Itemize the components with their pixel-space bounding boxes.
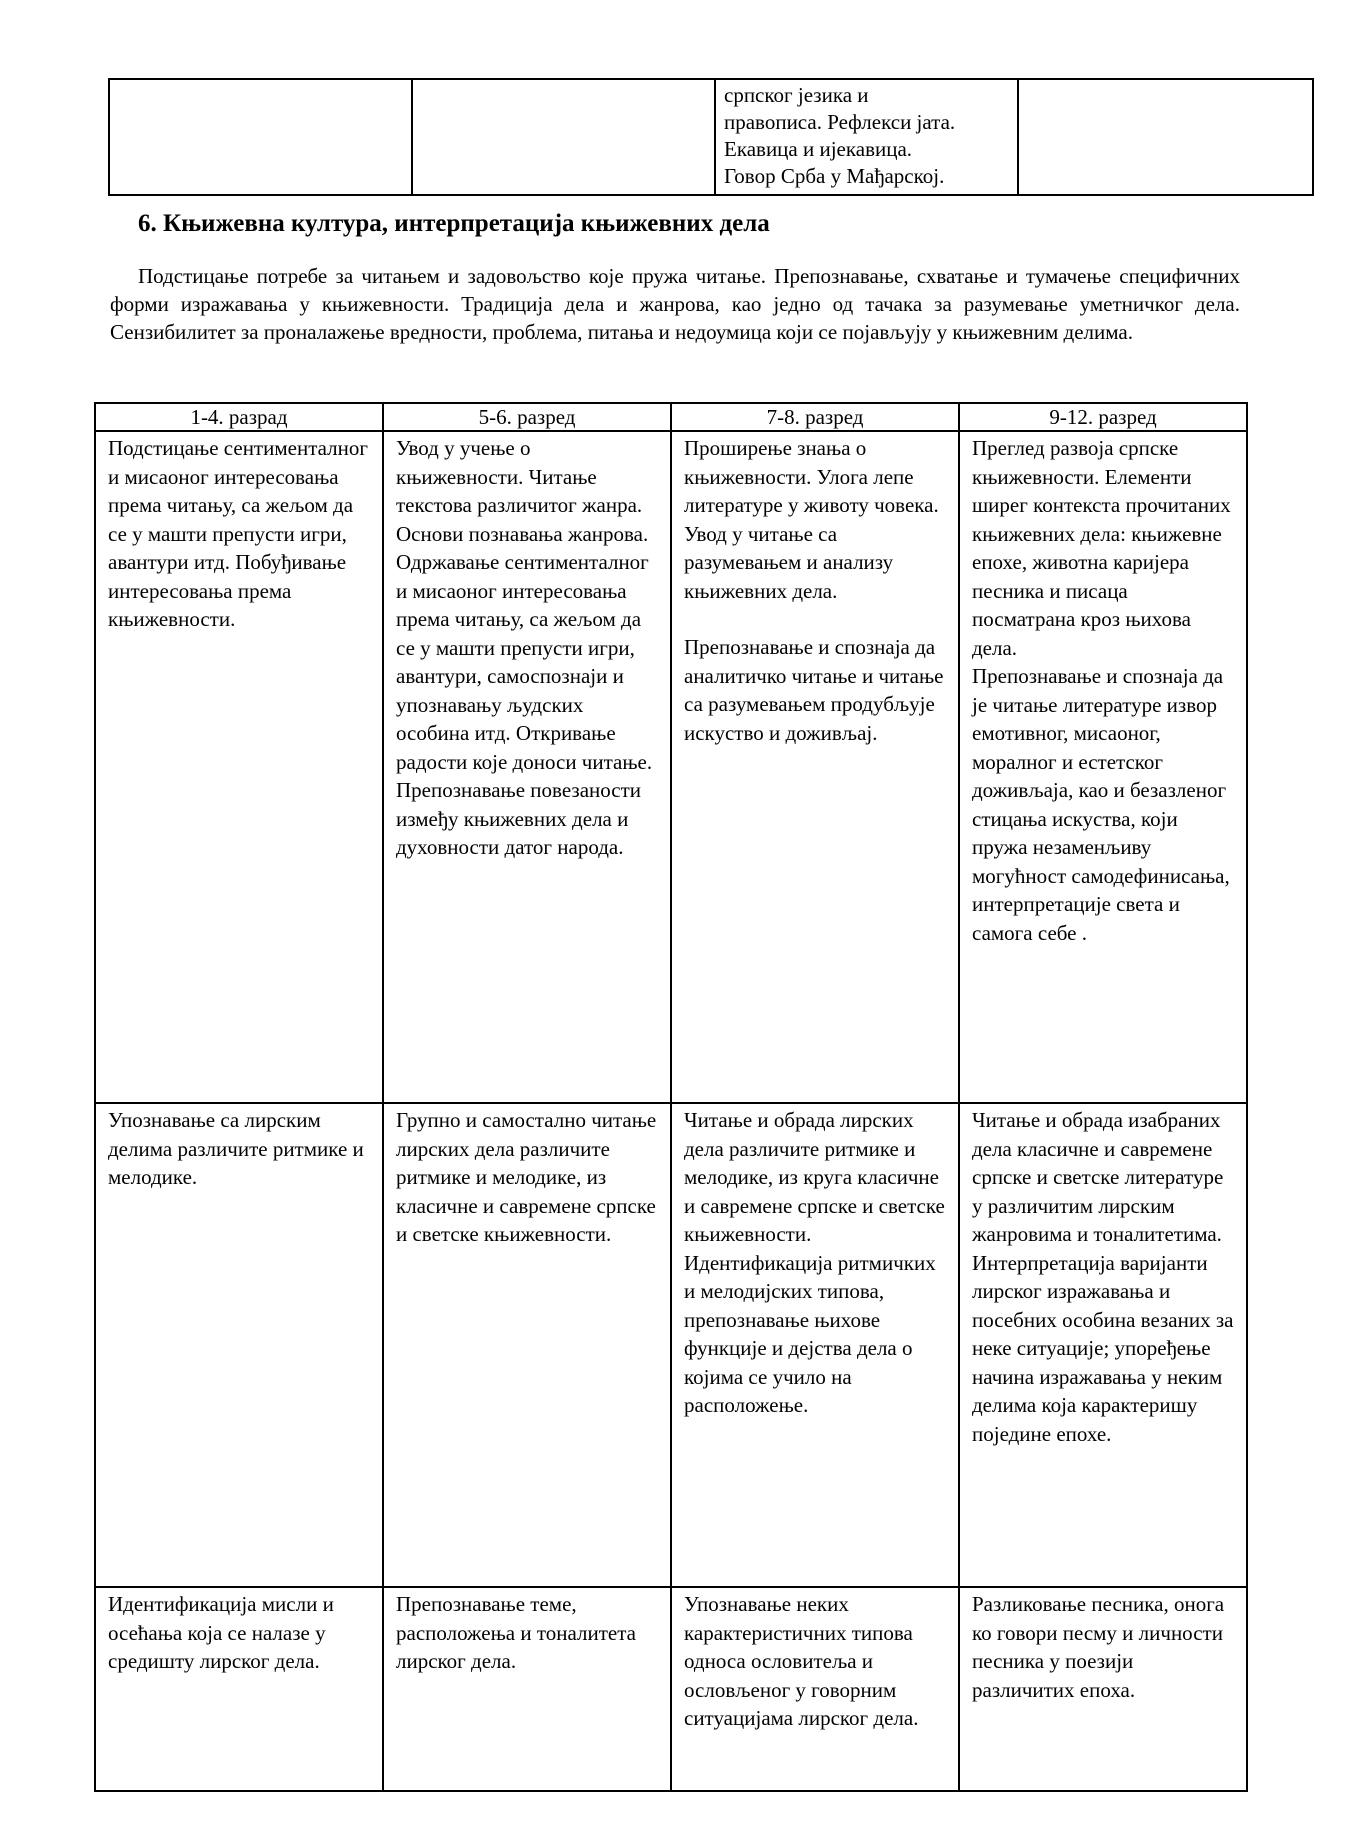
section-number: 6.	[138, 210, 157, 237]
cell-text-line: Говор Срба у Мађарској.	[724, 164, 945, 188]
table-cell	[383, 431, 671, 1103]
cell-text-line: Екавица и ијекавица.	[724, 137, 913, 161]
continued-cell-2	[412, 79, 715, 195]
cell-paragraph: Упознавање неких карактеристичних типова односа ословитеља и ословљеног у говорним ситуацијама лирског дела.	[684, 1592, 919, 1730]
table-cell	[383, 1103, 671, 1587]
cell-paragraph: Преглед развоја српске књижевности. Елементи ширег контекста прочитаних књижевних дела: књижевне епохе, животна каријера песника и писаца посматрана кроз њихова дела.	[972, 436, 1231, 660]
table-cell	[95, 431, 383, 1103]
cell-paragraph: Препознавање и спознаја да аналитичко читање и читање са разумевањем продубљује искуство и доживљај.	[684, 635, 944, 745]
column-header-1-4: 1-4. разрад	[95, 403, 383, 431]
section-intro-paragraph: Подстицање потребе за читањем и задовољство које пружа читање. Препознавање, схватање и тумачење специфичних форми изражавања у књижевности. Традиција дела и жанрова, као једно од тачака за разумевање уметничког дела. Сензибилитет за проналажење вредности, проблема, питања и недоумица који се појављују у књижевним делима.	[110, 264, 1240, 344]
cell-paragraph: Проширење знања о књижевности. Улога лепе литературе у животу човека. Увод у читање са разумевањем и анализу књижевних дела.	[684, 436, 939, 603]
cell-paragraph: Читање и обрада лирских дела различите ритмике и мелодике, из круга класичне и савремене српске и светске књижевности. Идентификација ритмичких и мелодијских типова, препознавање њихове функције и дејства дела о којима се учило на расположење.	[684, 1108, 945, 1417]
table-cell	[95, 1103, 383, 1587]
header-row	[95, 403, 1247, 431]
table-cell	[671, 431, 959, 1103]
table-cell	[671, 1587, 959, 1791]
table-row	[95, 1103, 1247, 1587]
table-cell	[95, 1587, 383, 1791]
cell-paragraph: Групно и самостално читање лирских дела различите ритмике и мелодике, из класичне и савремене српске и светске књижевности.	[396, 1108, 657, 1246]
table-row	[95, 431, 1247, 1103]
section-title: Књижевна култура, интерпретација књижевних дела	[163, 210, 770, 237]
table-cell	[671, 1103, 959, 1587]
column-header-5-6: 5-6. разред	[383, 403, 671, 431]
cell-text-line: српског језика и	[724, 83, 869, 107]
cell-paragraph: Подстицање сентименталног и мисаоног интересовања према читању, са жељом да се у машти препусти игри, авантури итд. Побуђивање интересовања према књижевности.	[108, 436, 368, 631]
cell-paragraph: Препознавање и спознаја да је читање литературе извор емотивног, мисаоног, моралног и естетског доживљаја, као и безазленог стицања искуства, који пружа незаменљиву могућност самодефинисања, интерпретације света и самога себе .	[972, 664, 1230, 945]
continued-cell-3	[715, 79, 1018, 195]
continued-cell-4	[1018, 79, 1313, 195]
curriculum-table	[94, 402, 1248, 1792]
cell-text-line: правописа. Рефлекси јата.	[724, 110, 956, 134]
table-row	[95, 1587, 1247, 1791]
continued-cell-1	[109, 79, 412, 195]
cell-paragraph: Разликовање песника, онога ко говори песму и личности песника у поезији различитих епоха.	[972, 1592, 1225, 1702]
continued-table-row	[109, 79, 1313, 195]
continued-table	[108, 78, 1314, 196]
table-cell	[959, 431, 1247, 1103]
table-cell	[959, 1587, 1247, 1791]
table-cell	[959, 1103, 1247, 1587]
cell-paragraph: Читање и обрада изабраних дела класичне и савремене српске и светске литературе у различитим лирским жанровима и тоналитетима. Интерпретација варијанти лирског изражавања и посебних особина везаних за неке ситуације; упоређење начина изражавања у неким делима која карактеришу поједине епохе.	[972, 1108, 1234, 1446]
cell-paragraph: Препознавање теме, расположења и тоналитета лирског дела.	[396, 1592, 636, 1673]
column-header-7-8: 7-8. разред	[671, 403, 959, 431]
cell-paragraph: Увод у учење о књижевности. Читање текстова различитог жанра. Основи познавања жанрова. Одржавање сентименталног и мисаоног интересовања према читању, са жељом да се у машти препусти игри, авантури, самоспознаји и упознавању људских особина итд. Откривање радости које доноси читање. Препознавање повезаности између књижевних дела и духовности датог народа.	[396, 436, 653, 859]
cell-paragraph: Идентификација мисли и осећања која се налазе у средишту лирског дела.	[108, 1592, 334, 1673]
column-header-9-12: 9-12. разред	[959, 403, 1247, 431]
cell-paragraph: Упознавање са лирским делима различите ритмике и мелодике.	[108, 1108, 364, 1189]
section-heading	[138, 210, 770, 238]
table-cell	[383, 1587, 671, 1791]
